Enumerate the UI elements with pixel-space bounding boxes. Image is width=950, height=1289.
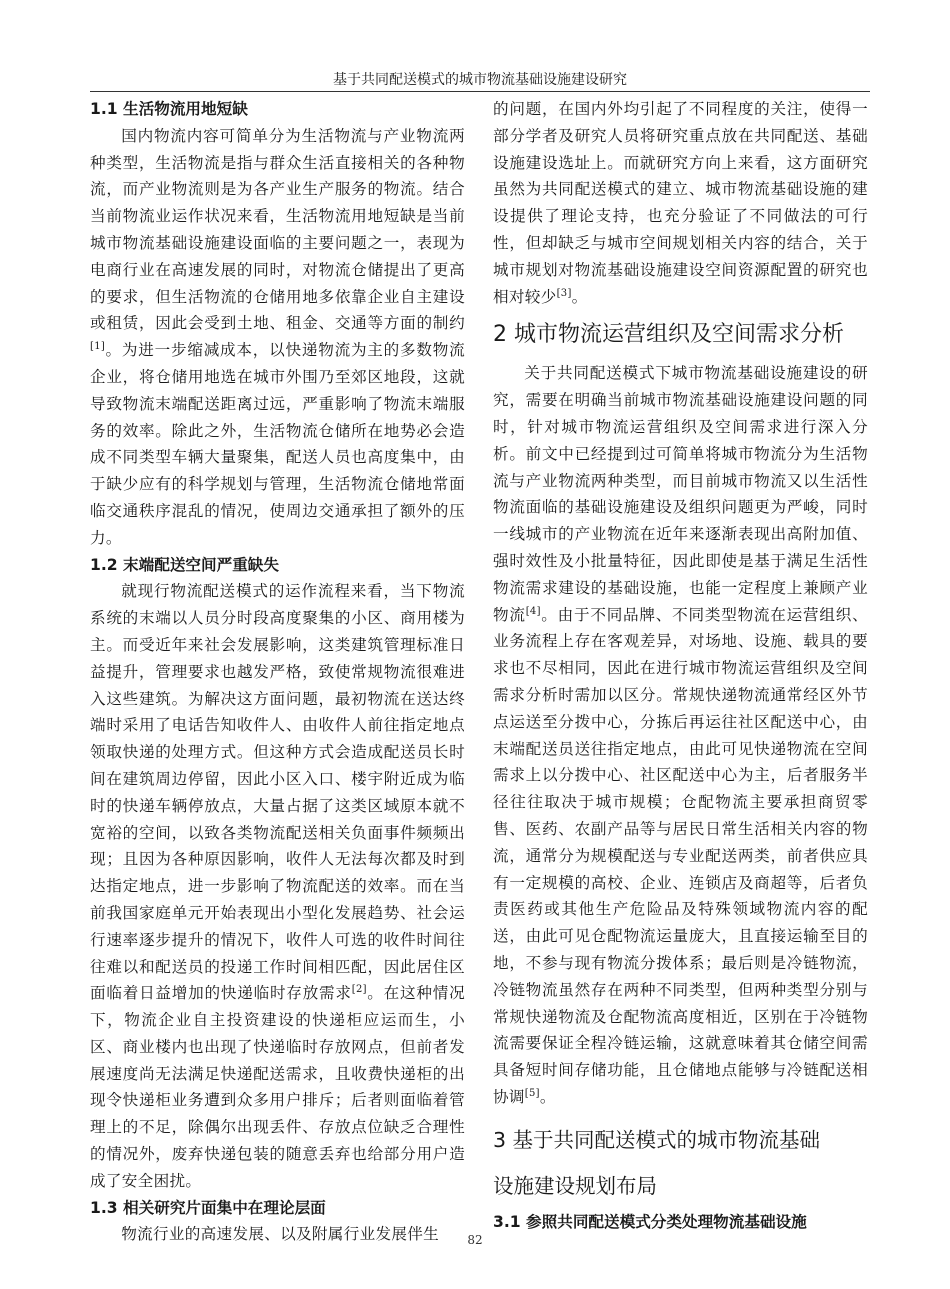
section-heading-1-2: 1.2 末端配送空间严重缺失 [90, 555, 279, 574]
citation-ref: [4] [525, 605, 541, 617]
section-heading-2: 2 城市物流运营组织及空间需求分析 [493, 322, 844, 348]
citation-ref: [1] [90, 340, 106, 352]
section-heading-3-1: 3.1 参照共同配送模式分类处理物流基础设施 [493, 1212, 807, 1231]
citation-ref: [2] [351, 984, 367, 996]
citation-ref: [5] [524, 1087, 540, 1099]
section-heading-1-1: 1.1 生活物流用地短缺 [90, 100, 248, 118]
paragraph-1-1: 国内物流内容可简单分为生活物流与产业物流两种类型，生活物流是指与群众生活直接相关的各种物流，而产业物流则是为各产业生产服务的物流。结合当前物流业运作状况来看，生活物流用地短缺是当前城市物流基础设施建设面临的主要问题之一，表现为电商行业在高速发展的同时，对物流仓储提出了更高的要求，但生活物流的仓储用地多依靠企业自主建设或租赁，因此会受到土地、租金、交通等方面的制约[1]。为进一步缩减成本，以快递物流为主的多数物流企业，将仓储用地选在城市外围乃至郊区地段，这就导致物流末端配送距离过远，严重影响了物流末端服务的效率。除此之外，生活物流仓储所在地势必会造成不同类型车辆大量聚集，配送人员也高度集中，由于缺少应有的科学规划与管理，生活物流仓储地常面临交通秩序混乱的情况，使周边交通承担了额外的压力。 [90, 126, 465, 547]
left-column [90, 96, 465, 1248]
running-header: 基于共同配送模式的城市物流基础设施建设研究 [90, 72, 870, 92]
right-column [493, 96, 868, 1235]
paragraph-1-3-continued: 的问题，在国内外均引起了不同程度的关注，使得一部分学者及研究人员将研究重点放在共同配送、基础设施建设选址上。而就研究方向上来看，这方面研究虽然为共同配送模式的建立、城市物流基础设施的建设提供了理论支持，也充分验证了不同做法的可行性，但却缺乏与城市空间规划相关内容的结合，关于城市规划对物流基础设施建设空间资源配置的研究也相对较少[3]。 [493, 100, 868, 306]
paragraph-2: 关于共同配送模式下城市物流基础设施建设的研究，需要在明确当前城市物流基础设施建设问题的同时，针对城市物流运营组织及空间需求进行深入分析。前文中已经提到过可简单将城市物流分为生活物流与产业物流两种类型，而目前城市物流又以生活性物流面临的基础设施建设及组织问题更为严峻，同时一线城市的产业物流在近年来逐渐表现出高附加值、强时效性及小批量特征，因此即使是基于满足生活性物流需求建设的基础设施，也能一定程度上兼顾产业物流[4]。由于不同品牌、不同类型物流在运营组织、业务流程上存在客观差异，对场地、设施、载具的要求也不尽相同，因此在进行城市物流运营组织及空间需求分析时需加以区分。常规快递物流通常经区外节点运送至分拨中心，分拣后再运往社区配送中心，由末端配送员送往指定地点，由此可见快递物流在空间需求上以分拨中心、社区配送中心为主，后者服务半径往往取决于城市规模；仓配物流主要承担商贸零售、医药、农副产品等与居民日常生活相关内容的物流，通常分为规模配送与专业配送两类，前者供应具有一定规模的高校、企业、连锁店及商超等，后者负责医药或其他生产危险品及特殊领域物流内容的配送，由此可见仓配物流运量庞大，且直接运输至目的地，不参与现有物流分拨体系；最后则是冷链物流，冷链物流虽然存在两种不同类型，但两种类型分别与常规快递物流及仓配物流高度相近，区别在于冷链物流需要保证全程冷链运输，这就意味着其仓储空间需具备短时间存储功能，且仓储地点能够与冷链配送相协调[5]。 [493, 364, 868, 1106]
paragraph-1-3: 物流行业的高速发展、以及附属行业发展伴生 [121, 1225, 440, 1244]
page-number: 82 [467, 1233, 483, 1247]
section-heading-1-3: 1.3 相关研究片面集中在理论层面 [90, 1198, 326, 1217]
section-heading-3: 3 基于共同配送模式的城市物流基础 设施建设规划布局 [493, 1127, 821, 1198]
paragraph-1-2: 就现行物流配送模式的运作流程来看，当下物流系统的末端以人员分时段高度聚集的小区、商用楼为主。而受近年来社会发展影响，这类建筑管理标准日益提升，管理要求也越发严格，致使常规物流很难进入这些建筑。为解决这方面问题，最初物流在送达终端时采用了电话告知收件人、由收件人前往指定地点领取快递的处理方式。但这种方式会造成配送员长时间在建筑周边停留，因此小区入口、楼宇附近成为临时的快递车辆停放点，大量占据了这类区域原本就不宽裕的空间，以致各类物流配送相关负面事件频频出现；且因为各种原因影响，收件人无法每次都及时到达指定地点，进一步影响了物流配送的效率。而在当前我国家庭单元开始表现出小型化发展趋势、社会运行速率逐步提升的情况下，收件人可选的收件时间往往难以和配送员的投递工作时间相匹配，因此居住区面临着日益增加的快递临时存放需求[2]。在这种情况下，物流企业自主投资建设的快递柜应运而生，小区、商业楼内也出现了快递临时存放网点，但前者发展速度尚无法满足快递配送需求，且收费快递柜的出现令快递柜业务遭到众多用户排斥；后者则面临着管理上的不足，除偶尔出现丢件、存放点位缺乏合理性的情况外，废弃快递包装的随意丢弃也给部分用户造成了安全困扰。 [90, 582, 465, 1190]
citation-ref: [3] [556, 287, 572, 299]
